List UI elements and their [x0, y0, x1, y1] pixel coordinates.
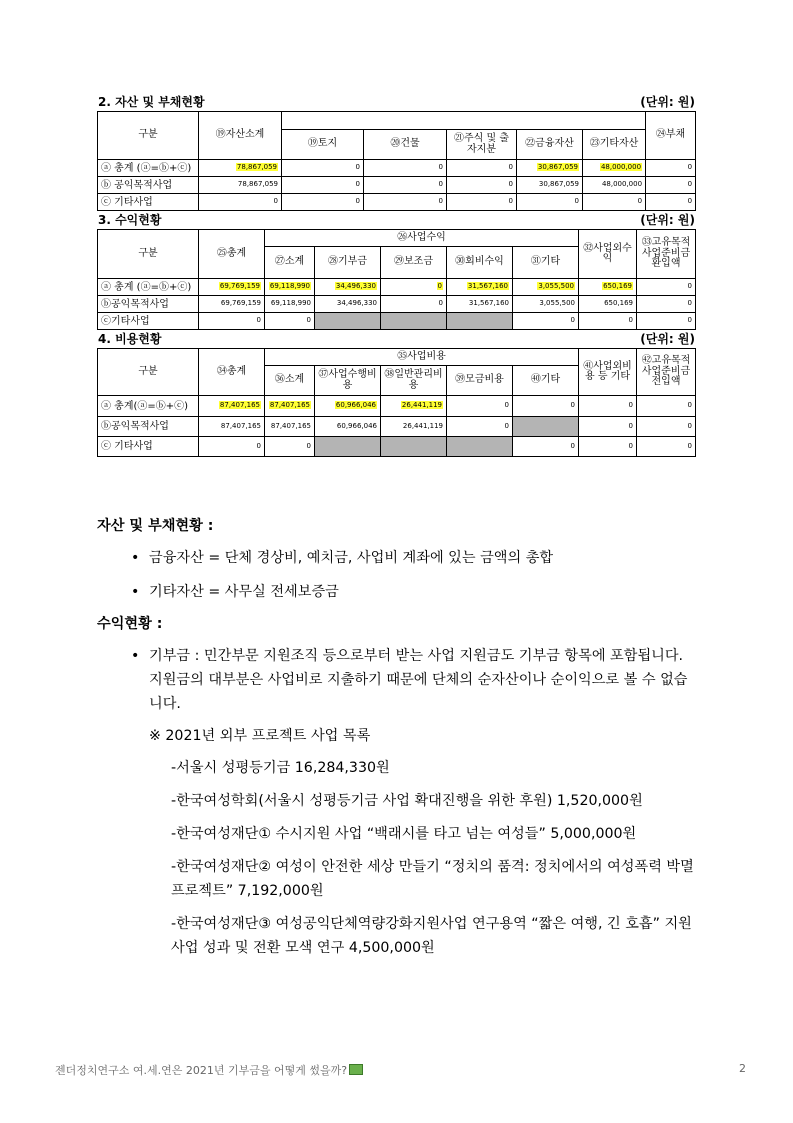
expense-subtotal-value: 87,407,165 — [269, 401, 310, 410]
asset-notes-list — [97, 546, 697, 604]
table-cell: 0 — [265, 313, 315, 330]
list-item: • 금융자산 = 단체 경상비, 예치금, 사업비 계좌에 있는 금액의 총합 — [97, 546, 697, 570]
row-label: ⓑ공익목적사업 — [98, 417, 199, 437]
row-label: ⓒ 기타사업 — [98, 194, 199, 211]
table-cell: 0 — [579, 396, 637, 417]
table-cell: 0 — [583, 194, 646, 211]
table-cell: 69,118,990 — [265, 296, 315, 313]
expense-header-category: 구분 — [98, 349, 199, 396]
table-cell: 0 — [517, 194, 583, 211]
table-cell: 0 — [447, 417, 513, 437]
table-cell: 0 — [447, 177, 517, 194]
revenue-section-title — [98, 212, 695, 228]
expense-table — [97, 348, 696, 457]
expense-unit: (단위: 원) — [640, 332, 695, 346]
table-row — [98, 296, 696, 313]
table-cell: 0 — [364, 160, 447, 177]
table-cell: 0 — [364, 194, 447, 211]
assets-financial-value: 30,867,059 — [537, 163, 578, 172]
expense-header-fund: ㊴모금비용 — [447, 366, 513, 396]
expense-general-value: 26,441,119 — [401, 401, 442, 410]
table-cell: 0 — [447, 396, 513, 417]
table-cell: 0 — [637, 279, 696, 296]
table-cell: 0 — [579, 313, 637, 330]
assets-header-stock: ㉑주식 및 출자지분 — [447, 130, 517, 160]
assets-notes-heading: 자산 및 부채현황 : — [97, 518, 214, 534]
revenue-header-reserve: ㉝고유목적사업준비금환입액 — [637, 230, 696, 279]
expense-total-value: 87,407,165 — [219, 401, 260, 410]
assets-title: 2. 자산 및 부채현황 — [98, 95, 205, 109]
assets-table — [97, 111, 696, 211]
table-cell: 0 — [513, 437, 579, 457]
revenue-notes-list — [97, 644, 697, 716]
revenue-notes-heading: 수익현황 : — [97, 616, 163, 632]
table-cell: 26,441,119 — [381, 417, 447, 437]
row-label: ⓐ 총계 (ⓐ=ⓑ+ⓒ) — [98, 160, 199, 177]
notes-section — [97, 514, 697, 960]
table-cell: 0 — [282, 177, 364, 194]
table-cell: 650,169 — [579, 296, 637, 313]
assets-total-value: 78,867,059 — [236, 163, 277, 172]
disabled-cell — [513, 417, 579, 437]
revenue-title: 3. 수익현황 — [98, 213, 162, 227]
table-cell: 0 — [637, 313, 696, 330]
assets-header-total: ⑲자산소계 — [199, 112, 282, 160]
row-label: ⓒ기타사업 — [98, 313, 199, 330]
revenue-fee-value: 31,567,160 — [467, 282, 508, 291]
assets-header-financial: ㉒금융자산 — [517, 130, 583, 160]
page-number: 2 — [739, 1062, 746, 1075]
expense-header-total: ㉞총계 — [199, 349, 265, 396]
table-cell: 0 — [364, 177, 447, 194]
revenue-header-nonbusiness: ㉜사업외수익 — [579, 230, 637, 279]
list-item: -한국여성재단② 여성이 안전한 세상 만들기 “정치의 품격: 정치에서의 여성폭력 박멸 프로젝트” 7,192,000원 — [171, 859, 694, 899]
table-cell: 0 — [265, 437, 315, 457]
table-row — [98, 279, 696, 296]
assets-header-blank — [282, 112, 646, 130]
table-cell: 31,567,160 — [447, 296, 513, 313]
expense-project-value: 60,966,046 — [335, 401, 376, 410]
expense-header-reserve: ㊷고유목적사업준비금전입액 — [637, 349, 696, 396]
expense-header-project: ㊲사업수행비용 — [315, 366, 381, 396]
table-cell: 0 — [646, 177, 696, 194]
table-row — [98, 194, 696, 211]
assets-header-building: ⑳건물 — [364, 130, 447, 160]
list-item: • 기부금 : 민간부문 지원조직 등으로부터 받는 사업 지원금도 기부금 항목에 포함됩니다. 지원금의 대부분은 사업비로 지출하기 때문에 단체의 순자산이나 순이익으로 볼 수 없습니다. — [97, 644, 697, 716]
assets-unit: (단위: 원) — [640, 95, 695, 109]
table-cell: 0 — [199, 194, 282, 211]
list-item: -한국여성재단① 수시지원 사업 “백래시를 타고 넘는 여성들” 5,000,000원 — [171, 826, 637, 842]
table-row — [98, 417, 696, 437]
table-cell: 0 — [637, 296, 696, 313]
table-cell: 0 — [199, 437, 265, 457]
expense-header-other: ㊵기타 — [513, 366, 579, 396]
table-cell: 0 — [447, 160, 517, 177]
table-cell: 78,867,059 — [199, 177, 282, 194]
revenue-table — [97, 229, 696, 330]
table-row — [98, 313, 696, 330]
table-cell: 0 — [579, 417, 637, 437]
disabled-cell — [315, 313, 381, 330]
table-cell: 0 — [646, 194, 696, 211]
assets-header-land: ⑲토지 — [282, 130, 364, 160]
revenue-header-subsidy: ㉙보조금 — [381, 247, 447, 279]
table-cell: 0 — [646, 160, 696, 177]
table-cell: 48,000,000 — [583, 177, 646, 194]
revenue-total-value: 69,769,159 — [219, 282, 260, 291]
table-cell: 34,496,330 — [315, 296, 381, 313]
assets-other-value: 48,000,000 — [600, 163, 642, 172]
table-cell: 0 — [637, 396, 696, 417]
table-cell: 0 — [282, 160, 364, 177]
revenue-subsidy-value: 0 — [437, 282, 442, 291]
row-label: ⓒ 기타사업 — [98, 437, 199, 457]
table-cell: 87,407,165 — [199, 417, 265, 437]
disabled-cell — [447, 313, 513, 330]
project-list-title: ※ 2021년 외부 프로젝트 사업 목록 — [149, 728, 371, 744]
table-cell: 0 — [381, 296, 447, 313]
table-cell: 87,407,165 — [265, 417, 315, 437]
disabled-cell — [315, 437, 381, 457]
disabled-cell — [381, 437, 447, 457]
money-icon — [349, 1064, 363, 1075]
revenue-nonbusiness-value: 650,169 — [603, 282, 633, 291]
list-item: • 기타자산 = 사무실 전세보증금 — [97, 580, 697, 604]
revenue-donation-value: 34,496,330 — [335, 282, 376, 291]
table-cell: 0 — [447, 194, 517, 211]
table-cell: 0 — [282, 194, 364, 211]
expense-header-nonbusiness: ㊶사업외비용 등 기타 — [579, 349, 637, 396]
disabled-cell — [381, 313, 447, 330]
table-cell: 0 — [579, 437, 637, 457]
expense-header-subtotal: ㊱소계 — [265, 366, 315, 396]
row-label: ⓑ 공익목적사업 — [98, 177, 199, 194]
revenue-other-value: 3,055,500 — [538, 282, 575, 291]
assets-section-title — [98, 94, 695, 110]
list-item: -서울시 성평등기금 16,284,330원 — [171, 760, 390, 776]
assets-header-other: ㉓기타자산 — [583, 130, 646, 160]
table-cell: 0 — [637, 417, 696, 437]
page-footer — [55, 1062, 363, 1078]
revenue-header-donation: ㉘기부금 — [315, 247, 381, 279]
table-row — [98, 396, 696, 417]
revenue-header-category: 구분 — [98, 230, 199, 279]
row-label: ⓐ 총계(ⓐ=ⓑ+ⓒ) — [98, 396, 199, 417]
list-item: -한국여성학회(서울시 성평등기금 사업 확대진행을 위한 후원) 1,520,000원 — [171, 793, 643, 809]
revenue-header-subtotal: ㉗소계 — [265, 247, 315, 279]
table-cell: 3,055,500 — [513, 296, 579, 313]
project-list — [97, 756, 697, 960]
table-cell: 0 — [513, 396, 579, 417]
assets-header-debt: ㉔부채 — [646, 112, 696, 160]
table-row — [98, 177, 696, 194]
footer-text: 젠더정치연구소 여.세.연은 2021년 기부금을 어떻게 썼을까? — [55, 1064, 348, 1077]
expense-title: 4. 비용현황 — [98, 332, 162, 346]
table-cell: 60,966,046 — [315, 417, 381, 437]
revenue-header-total: ㉕총계 — [199, 230, 265, 279]
table-cell: 69,769,159 — [199, 296, 265, 313]
revenue-unit: (단위: 원) — [640, 213, 695, 227]
revenue-header-other: ㉛기타 — [513, 247, 579, 279]
assets-header-category: 구분 — [98, 112, 199, 160]
disabled-cell — [447, 437, 513, 457]
table-cell: 0 — [513, 313, 579, 330]
table-row — [98, 160, 696, 177]
expense-header-business: ㉟사업비용 — [265, 349, 579, 366]
expense-section-title — [98, 331, 695, 347]
expense-header-general: ㊳일반관리비용 — [381, 366, 447, 396]
revenue-header-fee: ㉚회비수익 — [447, 247, 513, 279]
list-item: -한국여성재단③ 여성공익단체역량강화지원사업 연구용역 “짧은 여행, 긴 호흡” 지원사업 성과 및 전환 모색 연구 4,500,000원 — [171, 916, 692, 956]
row-label: ⓐ 총계 (ⓐ=ⓑ+ⓒ) — [98, 279, 199, 296]
row-label: ⓑ공익목적사업 — [98, 296, 199, 313]
revenue-subtotal-value: 69,118,990 — [269, 282, 310, 291]
table-cell: 0 — [199, 313, 265, 330]
table-cell: 0 — [637, 437, 696, 457]
revenue-header-business: ㉖사업수익 — [265, 230, 579, 247]
table-row — [98, 437, 696, 457]
table-cell: 30,867,059 — [517, 177, 583, 194]
